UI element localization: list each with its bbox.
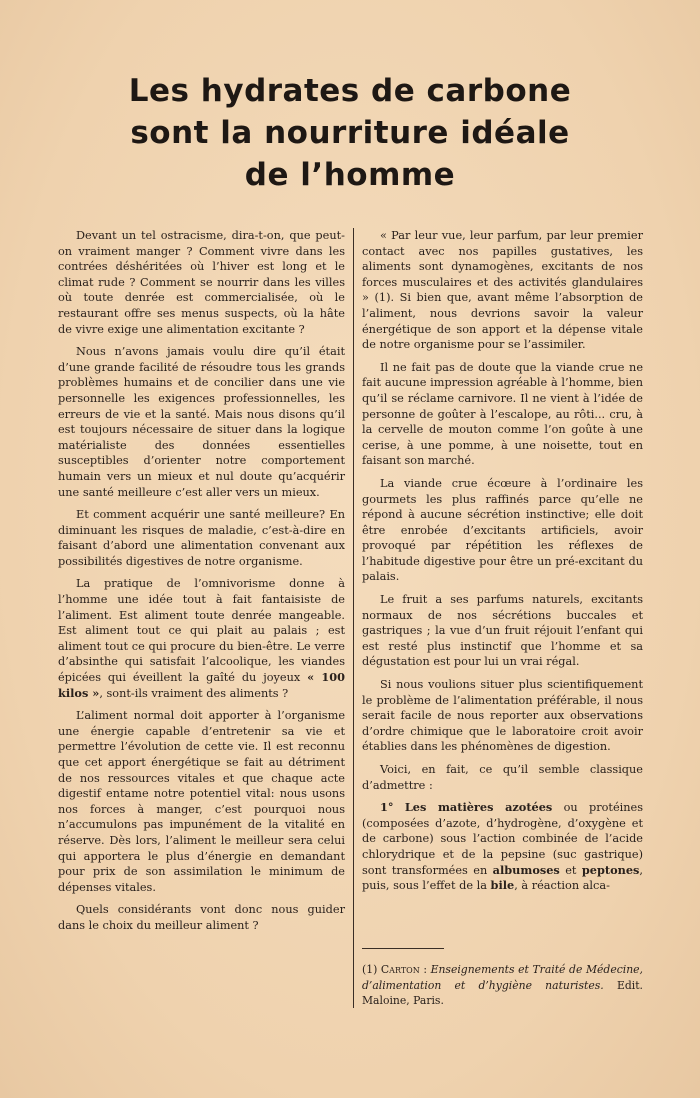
text-run: , sont-ils vraiment des aliments ? — [99, 686, 289, 700]
paragraph: Et comment acquérir une santé meilleure? En diminuant les risques de maladie, c’est-à-dire en faisant d’abord une alimentation convenant aux possibilités digestives de notre organisme. — [58, 508, 345, 568]
text-run: , à réaction alca- — [514, 879, 610, 893]
footnote-author: Carton — [380, 963, 420, 976]
paragraph: Devant un tel ostracisme, dira-t-on, que peut-on vraiment manger ? Comment vivre dans les contrées déshéritées où l’hiver est long et le climat rude ? Comment se nourrir dans les villes où toute denrée est commercialisée, où le restaurant offre ses menus suspects, où la hâte de vivre exige une alimentation excitante ? — [58, 229, 345, 336]
title-line-2: sont la nourriture idéale — [130, 115, 570, 151]
right-column — [362, 228, 643, 901]
paragraph: Le fruit a ses parfums naturels, excitants normaux de nos sécrétions buccales et gastriques ; la vue d’un fruit réjouit l’enfant qui est resté plus instinctif que l’homme et sa dégustation est pour lui un vrai régal. — [362, 593, 643, 669]
paragraph: L’aliment normal doit apporter à l’organisme une énergie capable d’entretenir sa vie et permettre l’évolution de cette vie. Il est reconnu que cet apport énergétique se fait au détriment de nos ressources vitales et que chaque acte digestif entame notre potentiel vital: nous usons nos forces à manger, c’est pourquoi nous n’accumulons pas impunément de la vitalité en réserve. Dès lors, l’aliment le meilleur sera celui qui apportera le plus d’énergie en demandant pour prix de son assimilation le minimum de dépenses vitales. — [58, 709, 345, 894]
footnote-number: (1) — [362, 963, 378, 976]
bold-text: albumoses — [492, 862, 560, 877]
article-title — [60, 70, 640, 196]
title-line-1: Les hydrates de carbone — [128, 73, 572, 109]
paragraph: Quels considérants vont donc nous guider dans le choix du meilleur aliment ? — [58, 903, 345, 932]
text-run: et — [559, 863, 582, 877]
paragraph: « Par leur vue, leur parfum, par leur premier contact avec nos papilles gustatives, les aliments sont dynamogènes, excitants de nos forces musculaires et des activités glandulaires » (1). Si bien que, avant même l’absorption de l’aliment, nous devrions savoir la valeur énergétique de son apport et la dépense vitale de notre organisme pour se l’assimiler. — [362, 229, 643, 352]
bold-text: Les matières azotées — [404, 800, 553, 815]
text-run: ou protéines (composées d’azote, d’hydrogène, d’oxygène et de carbone) sous l’action combinée de l’acide chlorydrique et de la pepsine (suc gastrique) sont transformées en — [362, 801, 643, 877]
bold-text: « 100 kilos » — [58, 670, 345, 700]
column-divider — [353, 228, 354, 1008]
paragraph: Nous n’avons jamais voulu dire qu’il était d’une grande facilité de résoudre tous les grands problèmes humains et de concilier dans une vie personnelle les exigences professionnelles, les erreurs de vie et la santé. Mais nous disons qu’il est toujours nécessaire de situer dans la logique matérialiste des données essentielles susceptibles d’orienter notre comportement humain vers un mieux et nul doute qu’acquérir une santé meilleure c’est aller vers un mieux. — [58, 345, 345, 499]
text-run: La pratique de l’omnivorisme donne à l’homme une idée tout à fait fantaisiste de l’aliment. Est aliment toute denrée mangeable. Est aliment tout ce qui plait au palais ; est aliment tout ce qui procure du bien-être. Le verre d’absinthe qui satisfait l’alcoolique, les viandes épicées qui éveillent la gaîté du joyeux — [58, 577, 345, 685]
paragraph: La viande crue écœure à l’ordinaire les gourmets les plus raffinés parce qu’elle ne répond à aucune sécrétion instinctive; elle doit être enrobée d’excitants artificiels, avoir provoqué par répétition les réflexes de l’habitude digestive pour être un pré-excitant du palais. — [362, 476, 643, 584]
list-number: 1° — [380, 800, 394, 815]
footnote-rule — [362, 948, 444, 949]
footnote-edition: Edit. Maloine, Paris. — [362, 978, 643, 1007]
paragraph: Voici, en fait, ce qu’il semble classique d’admettre : — [362, 763, 643, 792]
left-column — [58, 228, 345, 941]
paragraph — [58, 576, 345, 701]
footnote-work: Enseignements et Traité de Médecine, d’alimentation et d’hygiène naturistes. — [362, 963, 643, 992]
bold-text: peptones — [581, 862, 640, 877]
paragraph: Si nous voulions situer plus scientifiquement le problème de l’alimentation préférable, il nous serait facile de nous reporter aux observations d’ordre chimique que le laboratoire croit avoir établies dans les phénomènes de digestion. — [362, 678, 643, 754]
text-run: , puis, sous l’effet de la — [362, 863, 643, 893]
list-paragraph — [362, 800, 643, 894]
title-line-3: de l’homme — [244, 157, 456, 193]
bold-text: bile — [490, 878, 515, 893]
footnote: (1) Carton : Enseignements et Traité de Médecine, d’alimentation et d’hygiène naturistes. Edit. Maloine, Paris. — [362, 963, 643, 1007]
paragraph: Il ne fait pas de doute que la viande crue ne fait aucune impression agréable à l’homme, bien qu’il se réclame carnivore. Il ne vient à l’idée de personne de goûter à l’escalope, au rôti... cru, à la cervelle de mouton comme l’on goûte à une cerise, à une pomme, à une noisette, tout en faisant son marché. — [362, 360, 643, 468]
